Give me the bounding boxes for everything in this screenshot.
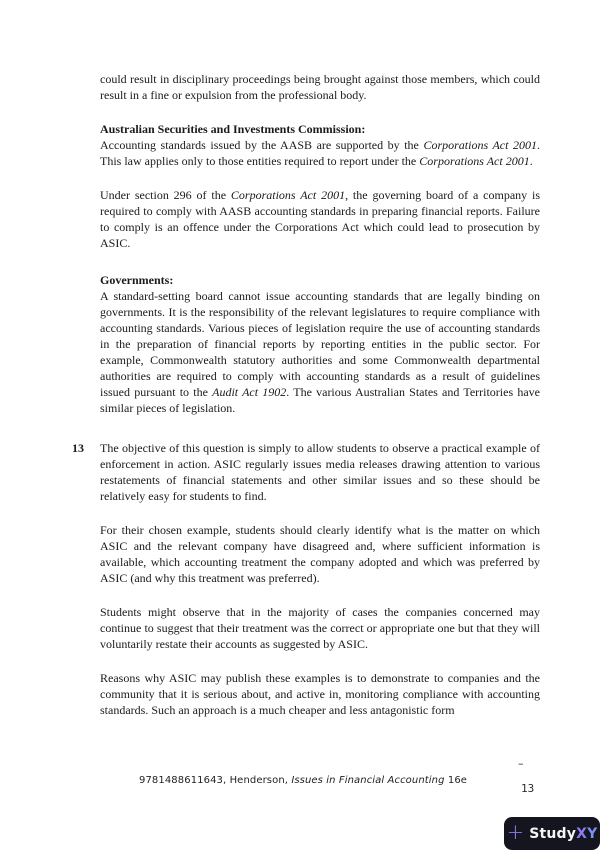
footer-dash: –: [518, 757, 524, 770]
section-heading-governments: Governments:: [100, 273, 174, 287]
paragraph-item13-2: For their chosen example, students should clearly identify what is the matter on which ASIC and the relevant company have disagreed and, where sufficient information is available, which accounting treatment the company adopted and which was preferred by ASIC (and why this treatment was preferred).: [100, 523, 540, 585]
logo-study-text: Study: [529, 825, 577, 842]
section-heading-asic: Australian Securities and Investments Commission:: [100, 122, 366, 136]
paragraph-governments: A standard-setting board cannot issue accounting standards that are legally binding on governments. It is the responsibility of the relevant legislatures to require compliance with accounting standards. Various pieces of legislation require the use of accounting standards in the preparation of financial reports by reporting entities in the public sector. For example, Commonwealth statutory authorities and some Commonwealth departmental authorities are required to comply with accounting standards as a result of guidelines issued pursuant to the Audit Act 1902. The various Australian States and Territories have similar pieces of legislation.: [100, 289, 540, 415]
paragraph-asic-2: Under section 296 of the Corporations Act 2001, the governing board of a company is required to comply with AASB accounting standards in preparing financial reports. Failure to comply is an offence under the Corporations Act which could lead to prosecution by ASIC.: [100, 188, 540, 250]
footer-citation: 9781488611643, Henderson, Issues in Financial Accounting 16e: [139, 775, 468, 786]
studyxy-logo: [504, 817, 600, 850]
document-body: [72, 71, 540, 736]
logo-xy-text: XY: [576, 825, 598, 842]
studyxy-logo-text: [529, 826, 597, 842]
item-number: 13: [72, 441, 84, 455]
numbered-item-13: [72, 440, 540, 504]
plus-icon: +: [506, 820, 525, 844]
paragraph-item13-3: Students might observe that in the majority of cases the companies concerned may continue to suggest that their treatment was the correct or appropriate one but that they will voluntarily restate their accounts as suggested by ASIC.: [100, 605, 540, 651]
paragraph-intro: could result in disciplinary proceedings being brought against those members, which could result in a fine or expulsion from the professional body.: [100, 72, 540, 102]
page-number: 13: [521, 782, 535, 795]
paragraph-asic-1: Accounting standards issued by the AASB are supported by the Corporations Act 2001. This law applies only to those entities required to report under the Corporations Act 2001.: [100, 138, 540, 168]
paragraph-item13-1: The objective of this question is simply to allow students to observe a practical example of enforcement in action. ASIC regularly issues media releases drawing attention to various restatements of financial statements and other similar issues and so these should be relatively easy for students to find.: [100, 441, 540, 503]
paragraph-item13-4: Reasons why ASIC may publish these examples is to demonstrate to companies and the community that it is serious about, and active in, monitoring compliance with accounting standards. Such an approach is a much cheaper and less antagonistic form: [100, 671, 540, 717]
